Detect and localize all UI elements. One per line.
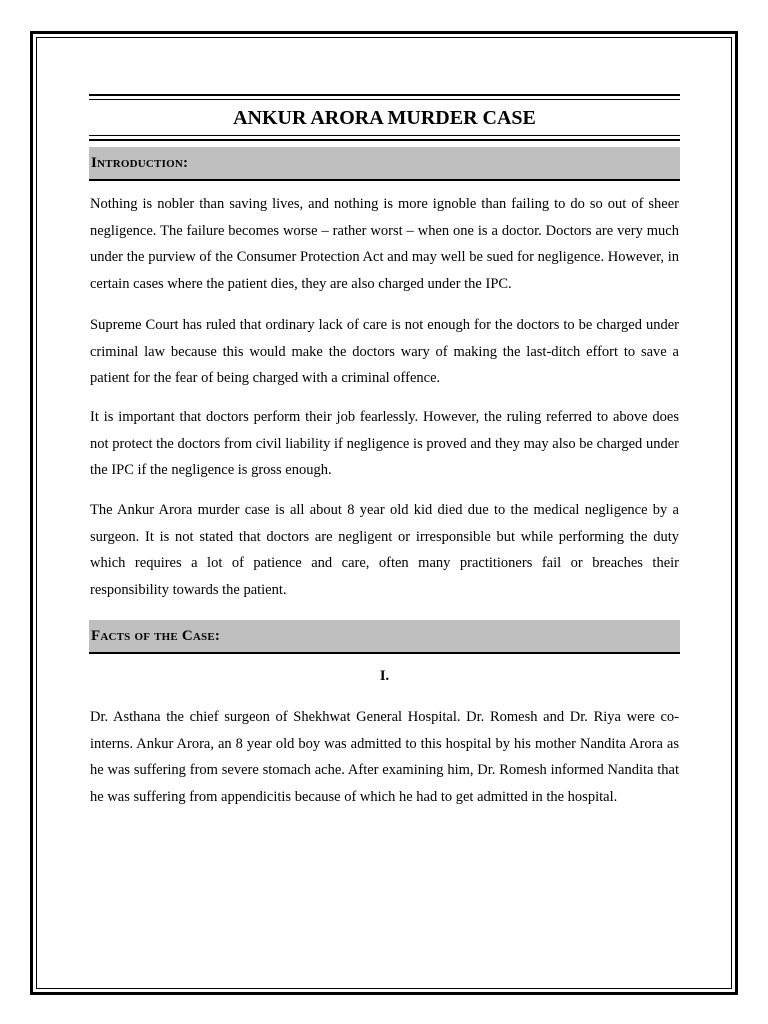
subsection-label: I.: [379, 668, 390, 684]
facts-paragraph-1: Dr. Asthana the chief surgeon of Shekhwat General Hospital. Dr. Romesh and Dr. Riya were co-interns. Ankur Arora, an 8 year old boy was admitted to this hospital by his mother Nandita Arora as he was suffering from severe stomach ache. After examining him, Dr. Romesh informed Nandita that he was suffering from appendicitis because of which he had to get admitted in the hospital.: [90, 709, 679, 805]
title-rule-bottom: [89, 135, 680, 141]
title-block: [89, 94, 680, 141]
page-title: ANKUR ARORA MURDER CASE: [233, 107, 536, 129]
intro-paragraph-4: The Ankur Arora murder case is all about 8 year old kid died due to the medical negligence by a surgeon. It is not stated that doctors are negligent or irresponsible but while performing the duty which requires a lot of patience and care, often many practitioners fail or breaches their responsibility towards the patient.: [90, 502, 679, 598]
section-heading-facts: Facts of the Case:: [89, 620, 680, 654]
section-heading-introduction: Introduction:: [89, 147, 680, 181]
intro-paragraph-1: Nothing is nobler than saving lives, and nothing is more ignoble than failing to do so out of sheer negligence. The failure becomes worse – rather worst – when one is a doctor. Doctors are very much under the purview of the Consumer Protection Act and may well be sued for negligence. However, in certain cases where the patient dies, they are also charged under the IPC.: [90, 196, 679, 292]
intro-paragraph-3: It is important that doctors perform their job fearlessly. However, the ruling referred to above does not protect the doctors from civil liability if negligence is proved and they may also be charged under the IPC if the negligence is gross enough.: [90, 409, 679, 478]
intro-paragraph-2: Supreme Court has ruled that ordinary lack of care is not enough for the doctors to be charged under criminal law because this would make the doctors wary of making the last-ditch effort to save a patient for the fear of being charged with a criminal offence.: [90, 317, 679, 386]
